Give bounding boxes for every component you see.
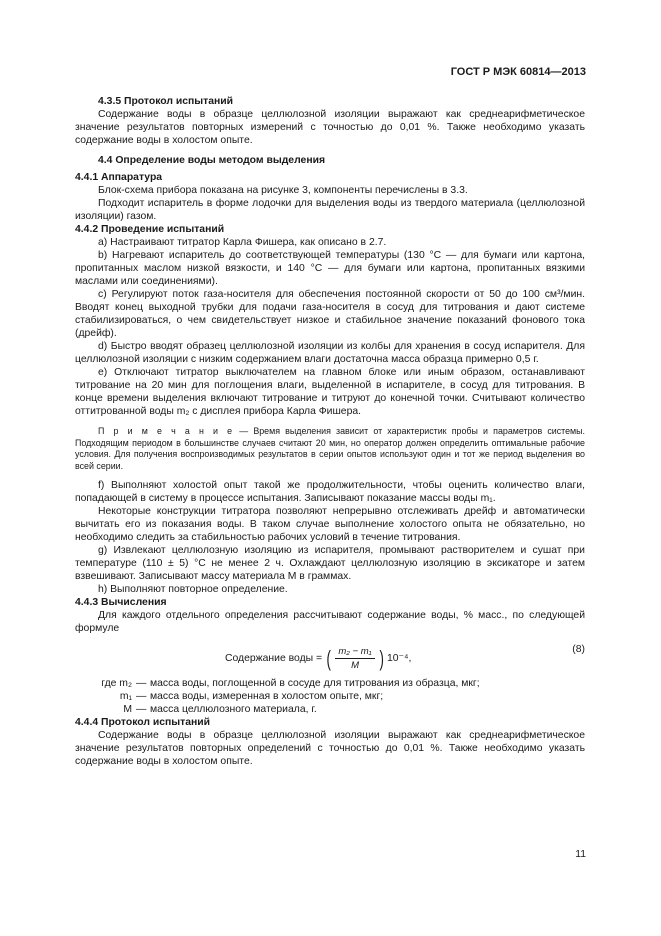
paragraph: c) Регулируют поток газа-носителя для обеспечения постоянной скорости от 50 до 100 см³/мин. Вводят конец выходной трубки для подачи газа-носителя в сосуд для титрования и дают системе стабилизироваться, о чем свидетельствует низкое и стабильное значение показаний фонового тока (дрейф). [75,289,585,339]
paragraph: e) Отключают титратор выключателем на главном блоке или иным образом, останавливают титрование на 20 мин для поглощения влаги, выделенной в испарителе, в сосуд для титрования. В конце времени выделения включают титрование и титруют до конечной точки. Считывают количество оттитрованной воды m₂ с дисплея прибора Карла Фишера. [75,367,585,417]
right-paren: ) [379,645,384,671]
fraction-numerator: m₂ − m₁ [335,646,374,659]
definition-dash: — [136,678,147,689]
paragraph: Для каждого отдельного определения рассчитывают содержание воды, % масс., по следующей формуле [75,610,585,634]
section-heading: 4.4.1 Аппаратура [75,172,163,183]
paragraph: Содержание воды в образце целлюлозной изоляции выражают как среднеарифметическое значение результатов повторных измерений с точностью до 0,01 %. Также необходимо указать содержание воды в холостом опыте. [75,109,585,146]
paragraph: h) Выполняют повторное определение. [98,584,288,595]
note-text: — Время выделения зависит от характеристик пробы и параметров системы. Подходящим периодом в большинстве случаев считают 20 мин, но оператор должен определить оптимальные рабочие условия. Для получения воспроизводимых результатов в серии опытов используют один и тот же период выделения во всей серии. [75,426,585,471]
equation-number: (8) [572,644,585,655]
section-heading: 4.4.3 Вычисления [75,597,167,608]
text-blocks-bottom [75,716,585,768]
fraction [335,646,374,671]
formula-8 [75,643,585,673]
paragraph: Подходит испаритель в форме лодочки для выделения воды из твердого материала (целлюлозной изоляции) газом. [75,198,585,222]
text-blocks-top [75,95,585,635]
paragraph: d) Быстро вводят образец целлюлозной изоляции из колбы для хранения в сосуд испарителя. Для целлюлозной изоляции с низким содержанием влаги достаточна масса образца примерно 0,5 г. [75,341,585,365]
definition-symbol: где m₂ [101,678,132,689]
section-heading: 4.3.5 Протокол испытаний [98,96,234,107]
section-heading: 4.4 Определение воды методом выделения [98,155,326,166]
document-code: ГОСТ Р МЭК 60814—2013 [450,66,586,78]
paragraph: Блок-схема прибора показана на рисунке 3, компоненты перечислены в 3.3. [98,185,468,196]
definition-text: масса целлюлозного материала, г. [150,704,317,715]
paragraph: a) Настраивают титратор Карла Фишера, как описано в 2.7. [98,237,387,248]
formula-label: Содержание воды = [225,653,323,664]
paragraph: b) Нагревают испаритель до соответствующей температуры (130 °C — для бумаги или картона, пропитанных маслом низкой вязкости, и 140 °C — для бумаги или картона, пропитанных вязкими маслами или соединениями). [75,250,585,287]
page-number: 11 [575,849,586,860]
paragraph: g) Извлекают целлюлозную изоляцию из испарителя, промывают растворителем и сушат при температуре (110 ± 5) °C не менее 2 ч. Охлаждают целлюлозную изоляцию в эксикаторе и затем взвешивают. Записывают массу материала M в граммах. [75,545,585,582]
definition-text: масса воды, поглощенной в сосуде для титрования из образца, мкг; [150,678,480,689]
page-content [75,95,585,768]
definition-row [75,703,585,716]
paragraph: f) Выполняют холостой опыт такой же продолжительности, чтобы оценить количество влаги, попадающей в систему в процессе испытания. Записывают показание массы воды m₁. [75,480,585,504]
fraction-denominator: M [351,660,359,671]
definition-dash: — [136,704,147,715]
definition-text: масса воды, измеренная в холостом опыте, мкг; [150,691,384,702]
definition-dash: — [136,691,147,702]
definition-symbol: m₁ [119,691,132,702]
definition-row [75,677,585,690]
formula-factor: 10⁻⁴, [387,653,412,664]
note [75,426,585,472]
section-heading: 4.4.4 Протокол испытаний [75,717,211,728]
section-heading: 4.4.2 Проведение испытаний [75,224,225,235]
definition-symbol: M [123,704,132,715]
paragraph: Содержание воды в образце целлюлозной изоляции выражают как среднеарифметическое значение результатов повторных определений с точностью до 0,01 %. Также необходимо указать содержание воды в холостом опыте. [75,730,585,767]
left-paren: ( [326,645,331,671]
note-label: П р и м е ч а н и е [98,426,235,436]
paragraph: Некоторые конструкции титратора позволяют непрерывно отслеживать дрейф и автоматически вычитать его из показания воды. В таком случае выполнение холостого опыта не обязательно, но необходимо следить за стабильностью рабочих условий в течение титрования. [75,506,585,543]
variable-definitions [75,677,585,716]
definition-row [75,690,585,703]
